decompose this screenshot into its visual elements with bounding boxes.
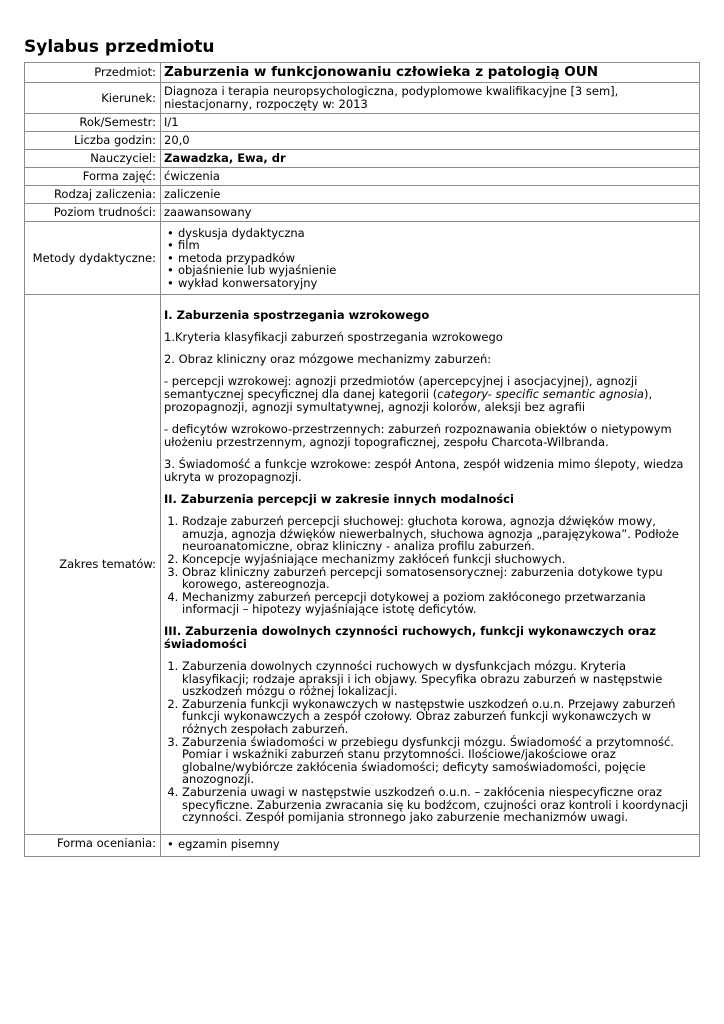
list-item: • metoda przypadków bbox=[178, 252, 696, 265]
paragraph: 3. Świadomość a funkcje wzrokowe: zespół Antona, zespół widzenia mimo ślepoty, wiedza ukryta w prozopagnozji. bbox=[164, 457, 684, 485]
list-item: 3. Zaburzenia świadomości w przebiegu dysfunkcji mózgu. Świadomość a przytomność. Pomiar i wskaźniki zaburzeń stanu przytomności. Ilościowe/jakościowe oraz globalne/wybiórcze zakłócenia świadomości; deficyty samoświadomości, pojęcie anozognozji. bbox=[182, 736, 696, 786]
section-2-list bbox=[164, 515, 696, 616]
syllabus-page bbox=[24, 36, 700, 857]
value-forma: ćwiczenia bbox=[161, 168, 700, 186]
list-item: 4. Zaburzenia uwagi w następstwie uszkodzeń o.u.n. – zakłócenia niespecyficzne oraz specyficzne. Zaburzenia zwracania się ku bodźcom, czujności oraz kontroli i koordynacji czynności. Zespół pomijania stronnego jako zaburzenie mechanizmów uwagi. bbox=[182, 786, 696, 824]
value-przedmiot: Zaburzenia w funkcjonowaniu człowieka z patologią OUN bbox=[161, 63, 700, 83]
label-nauczyciel: Nauczyciel: bbox=[25, 150, 161, 168]
label-zakres: Zakres tematów: bbox=[25, 295, 161, 835]
value-metody bbox=[161, 222, 700, 295]
row-forma bbox=[25, 168, 700, 186]
row-rok bbox=[25, 114, 700, 132]
label-rok: Rok/Semestr: bbox=[25, 114, 161, 132]
syllabus-table bbox=[24, 62, 700, 857]
label-trudnosc: Poziom trudności: bbox=[25, 204, 161, 222]
text-span: - percepcji wzrokowej: agnozji przedmiotów (apercepcyjnej i asocjacyjnej), agnozji semantycznej specyficznej dla danej kategorii ( bbox=[164, 374, 638, 402]
value-zakres bbox=[161, 295, 700, 835]
assessment-list bbox=[164, 838, 696, 851]
section-2-heading: II. Zaburzenia percepcji w zakresie innych modalności bbox=[164, 492, 514, 507]
paragraph: - deficytów wzrokowo-przestrzennych: zaburzeń rozpoznawania obiektów o nietypowym ułożeniu przestrzennym, agnozji topograficznej, zespołu Charcota-Wilbranda. bbox=[164, 422, 672, 450]
value-kierunek: Diagnoza i terapia neuropsychologiczna, podyplomowe kwalifikacyjne [3 sem], niestacjonarny, rozpoczęty w: 2013 bbox=[161, 83, 700, 114]
row-trudnosc bbox=[25, 204, 700, 222]
label-kierunek: Kierunek: bbox=[25, 83, 161, 114]
label-metody: Metody dydaktyczne: bbox=[25, 222, 161, 295]
label-zaliczenie: Rodzaj zaliczenia: bbox=[25, 186, 161, 204]
page-title: Sylabus przedmiotu bbox=[24, 37, 215, 57]
list-item: 1. Zaburzenia dowolnych czynności ruchowych w dysfunkcjach mózgu. Kryteria klasyfikacji; rodzaje apraksji i ich objawy. Specyfika obrazu zaburzeń w następstwie uszkodzeń mózgu o różnej lokalizacji. bbox=[182, 660, 696, 698]
row-nauczyciel bbox=[25, 150, 700, 168]
value-trudnosc: zaawansowany bbox=[161, 204, 700, 222]
italic-term: category- specific semantic agnosia bbox=[437, 387, 644, 402]
value-zaliczenie: zaliczenie bbox=[161, 186, 700, 204]
list-item: • dyskusja dydaktyczna bbox=[178, 227, 696, 240]
text-span: ), prozopagnozji, agnozji symultatywnej, agnozji kolorów, aleksji bez agrafii bbox=[164, 387, 653, 415]
row-kierunek bbox=[25, 83, 700, 114]
label-przedmiot: Przedmiot: bbox=[25, 63, 161, 83]
list-item: 2. Zaburzenia funkcji wykonawczych w następstwie uszkodzeń o.u.n. Przejawy zaburzeń funkcji wykonawczych a zespół czołowy. Obraz zaburzeń funkcji wykonawczych w różnych zespołach zaburzeń. bbox=[182, 698, 696, 736]
section-3-list bbox=[164, 660, 696, 824]
value-rok: I/1 bbox=[161, 114, 700, 132]
list-item: • egzamin pisemny bbox=[178, 838, 696, 851]
row-przedmiot bbox=[25, 63, 700, 83]
list-item: 4. Mechanizmy zaburzeń percepcji dotykowej a poziom zakłóconego przetwarzania informacji – hipotezy wyjaśniające istotę deficytów. bbox=[182, 591, 696, 616]
section-1-heading: I. Zaburzenia spostrzegania wzrokowego bbox=[164, 308, 430, 323]
paragraph: 1.Kryteria klasyfikacji zaburzeń spostrzegania wzrokowego bbox=[164, 330, 503, 345]
list-item: 1. Rodzaje zaburzeń percepcji słuchowej: głuchota korowa, agnozja dźwięków mowy, amuzja, agnozja dźwięków niewerbalnych, słuchowa agnozja „parajęzykowa”. Podłoże neuroanatomiczne, obraz kliniczny - analiza profilu zaburzeń. bbox=[182, 515, 696, 553]
list-item: • wykład konwersatoryjny bbox=[178, 277, 696, 290]
row-godziny bbox=[25, 132, 700, 150]
row-ocenianie bbox=[25, 835, 700, 857]
section-3-heading: III. Zaburzenia dowolnych czynności ruchowych, funkcji wykonawczych oraz świadomości bbox=[164, 624, 656, 652]
row-zaliczenie bbox=[25, 186, 700, 204]
value-nauczyciel: Zawadzka, Ewa, dr bbox=[161, 150, 700, 168]
list-item: 3. Obraz kliniczny zaburzeń percepcji somatosensorycznej: zaburzenia dotykowe typu korowego, astereognozja. bbox=[182, 566, 696, 591]
paragraph: 2. Obraz kliniczny oraz mózgowe mechanizmy zaburzeń: bbox=[164, 352, 492, 367]
label-ocenianie: Forma oceniania: bbox=[25, 835, 161, 857]
row-zakres bbox=[25, 295, 700, 835]
list-item: • film bbox=[178, 239, 696, 252]
value-godziny: 20,0 bbox=[161, 132, 700, 150]
value-ocenianie bbox=[161, 835, 700, 857]
methods-list bbox=[164, 227, 696, 290]
paragraph bbox=[164, 375, 696, 414]
label-forma: Forma zajęć: bbox=[25, 168, 161, 186]
label-godziny: Liczba godzin: bbox=[25, 132, 161, 150]
row-metody bbox=[25, 222, 700, 295]
list-item: • objaśnienie lub wyjaśnienie bbox=[178, 264, 696, 277]
list-item: 2. Koncepcje wyjaśniające mechanizmy zakłóceń funkcji słuchowych. bbox=[182, 553, 696, 566]
